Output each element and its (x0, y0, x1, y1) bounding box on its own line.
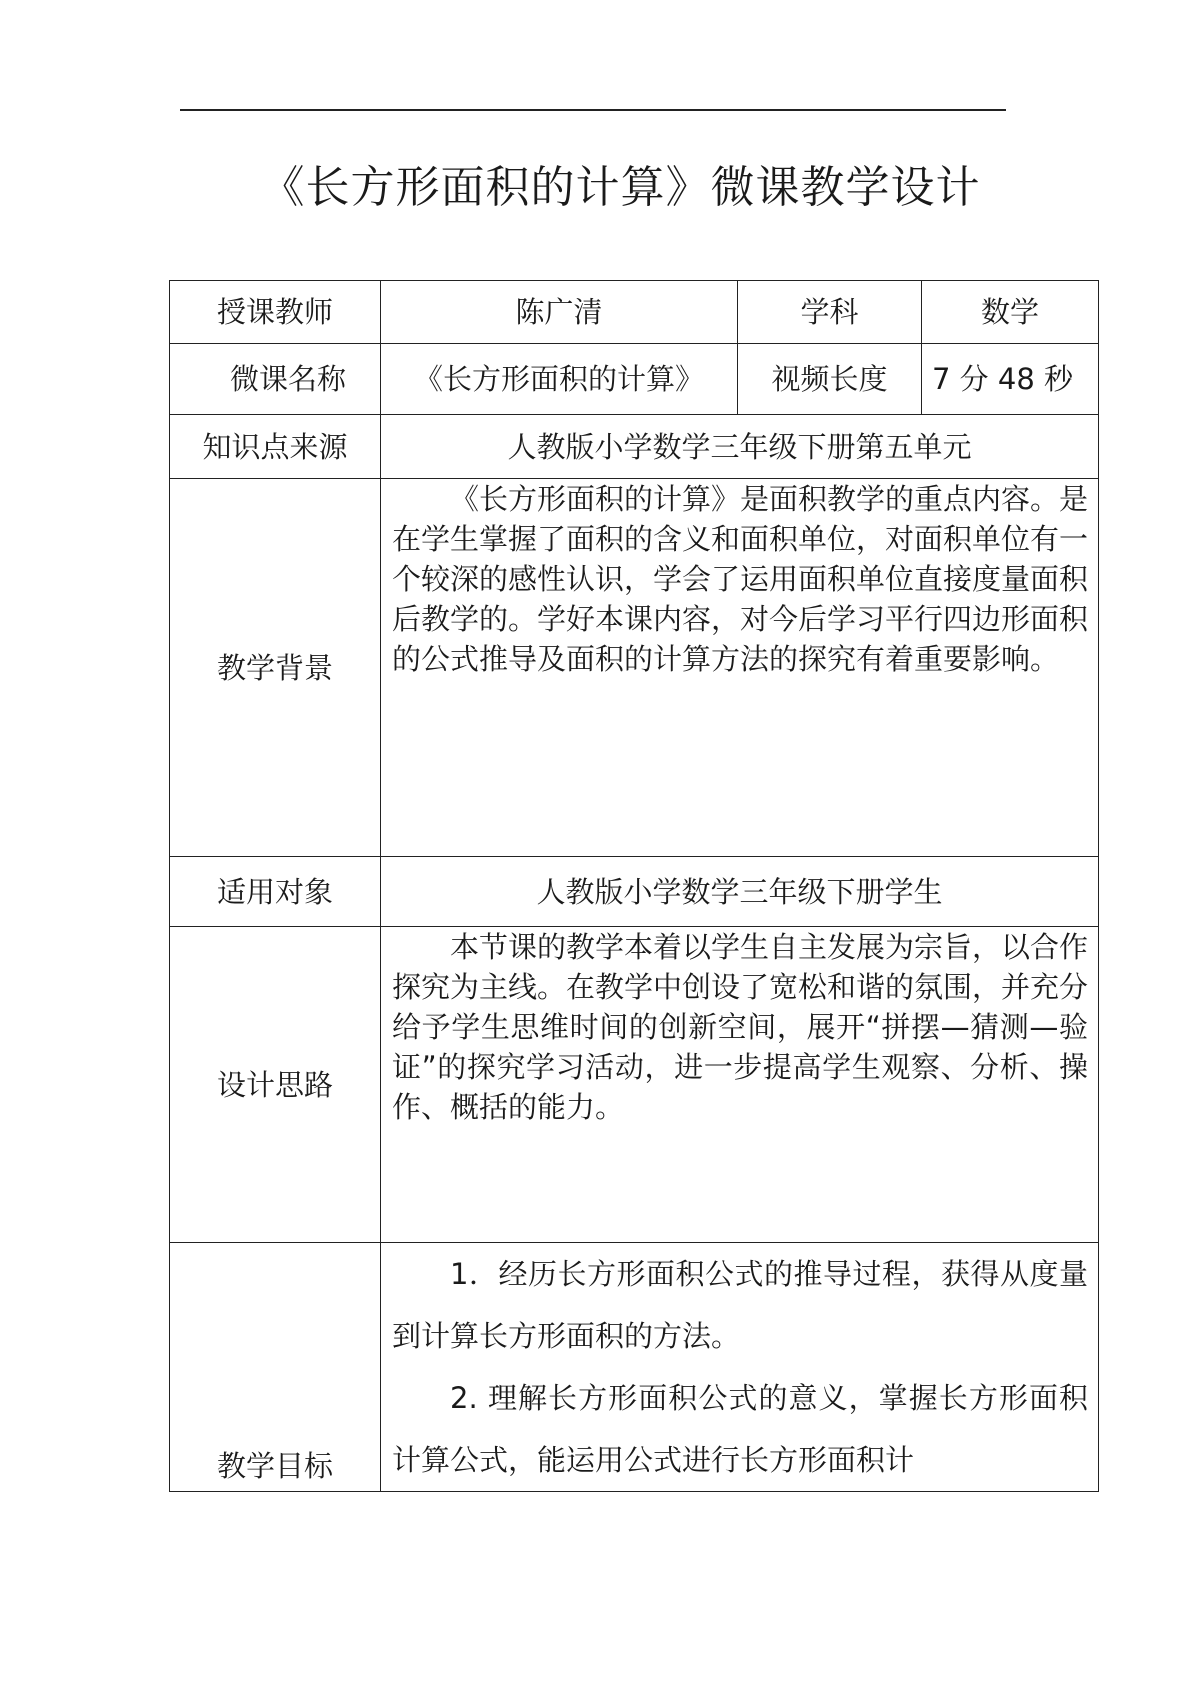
subject-label: 学科 (738, 281, 922, 344)
goal-item: 2. 理解长方形面积公式的意义，掌握长方形面积计算公式，能运用公式进行长方形面积计 (392, 1381, 1088, 1477)
design-text: 本节课的教学本着以学生自主发展为宗旨，以合作探究为主线。在教学中创设了宽松和谐的氛围，并充分给予学生思维时间的创新空间，展开“拼摆—猜测—验证”的探究学习活动，进一步提高学生观察、分析、操作、概括的能力。 (381, 927, 1099, 1243)
design-label: 设计思路 (170, 927, 381, 1243)
background-text: 《长方形面积的计算》是面积教学的重点内容。是在学生掌握了面积的含义和面积单位，对面积单位有一个较深的感性认识，学会了运用面积单位直接度量面积后教学的。学好本课内容，对今后学习平行四边形面积的公式推导及面积的计算方法的探究有着重要影响。 (381, 479, 1099, 857)
table-row (170, 927, 1099, 1243)
goal-item: 1．经历长方形面积公式的推导过程，获得从度量到计算长方形面积的方法。 (392, 1257, 1088, 1353)
table-row (170, 1243, 1099, 1492)
table-row (170, 415, 1099, 479)
subject-value: 数学 (922, 281, 1099, 344)
lesson-info-table (169, 280, 1099, 1492)
table-row (170, 281, 1099, 344)
header-rule (180, 109, 1006, 111)
source-value: 人教版小学数学三年级下册第五单元 (381, 415, 1099, 479)
source-label: 知识点来源 (170, 415, 381, 479)
audience-label: 适用对象 (170, 857, 381, 927)
document-title: 《长方形面积的计算》微课教学设计 (260, 162, 981, 213)
teacher-value: 陈广清 (381, 281, 738, 344)
table-row (170, 857, 1099, 927)
teacher-label: 授课教师 (170, 281, 381, 344)
audience-value: 人教版小学数学三年级下册学生 (381, 857, 1099, 927)
table-row (170, 479, 1099, 857)
background-label: 教学背景 (170, 479, 381, 857)
goals-label: 教学目标 (170, 1243, 381, 1492)
goals-cell (381, 1243, 1099, 1492)
duration-value: 7 分 48 秒 (922, 344, 1099, 415)
duration-label: 视频长度 (738, 344, 922, 415)
table-row (170, 344, 1099, 415)
lesson-name-label: 微课名称 (170, 344, 381, 415)
lesson-name-value: 《长方形面积的计算》 (381, 344, 738, 415)
